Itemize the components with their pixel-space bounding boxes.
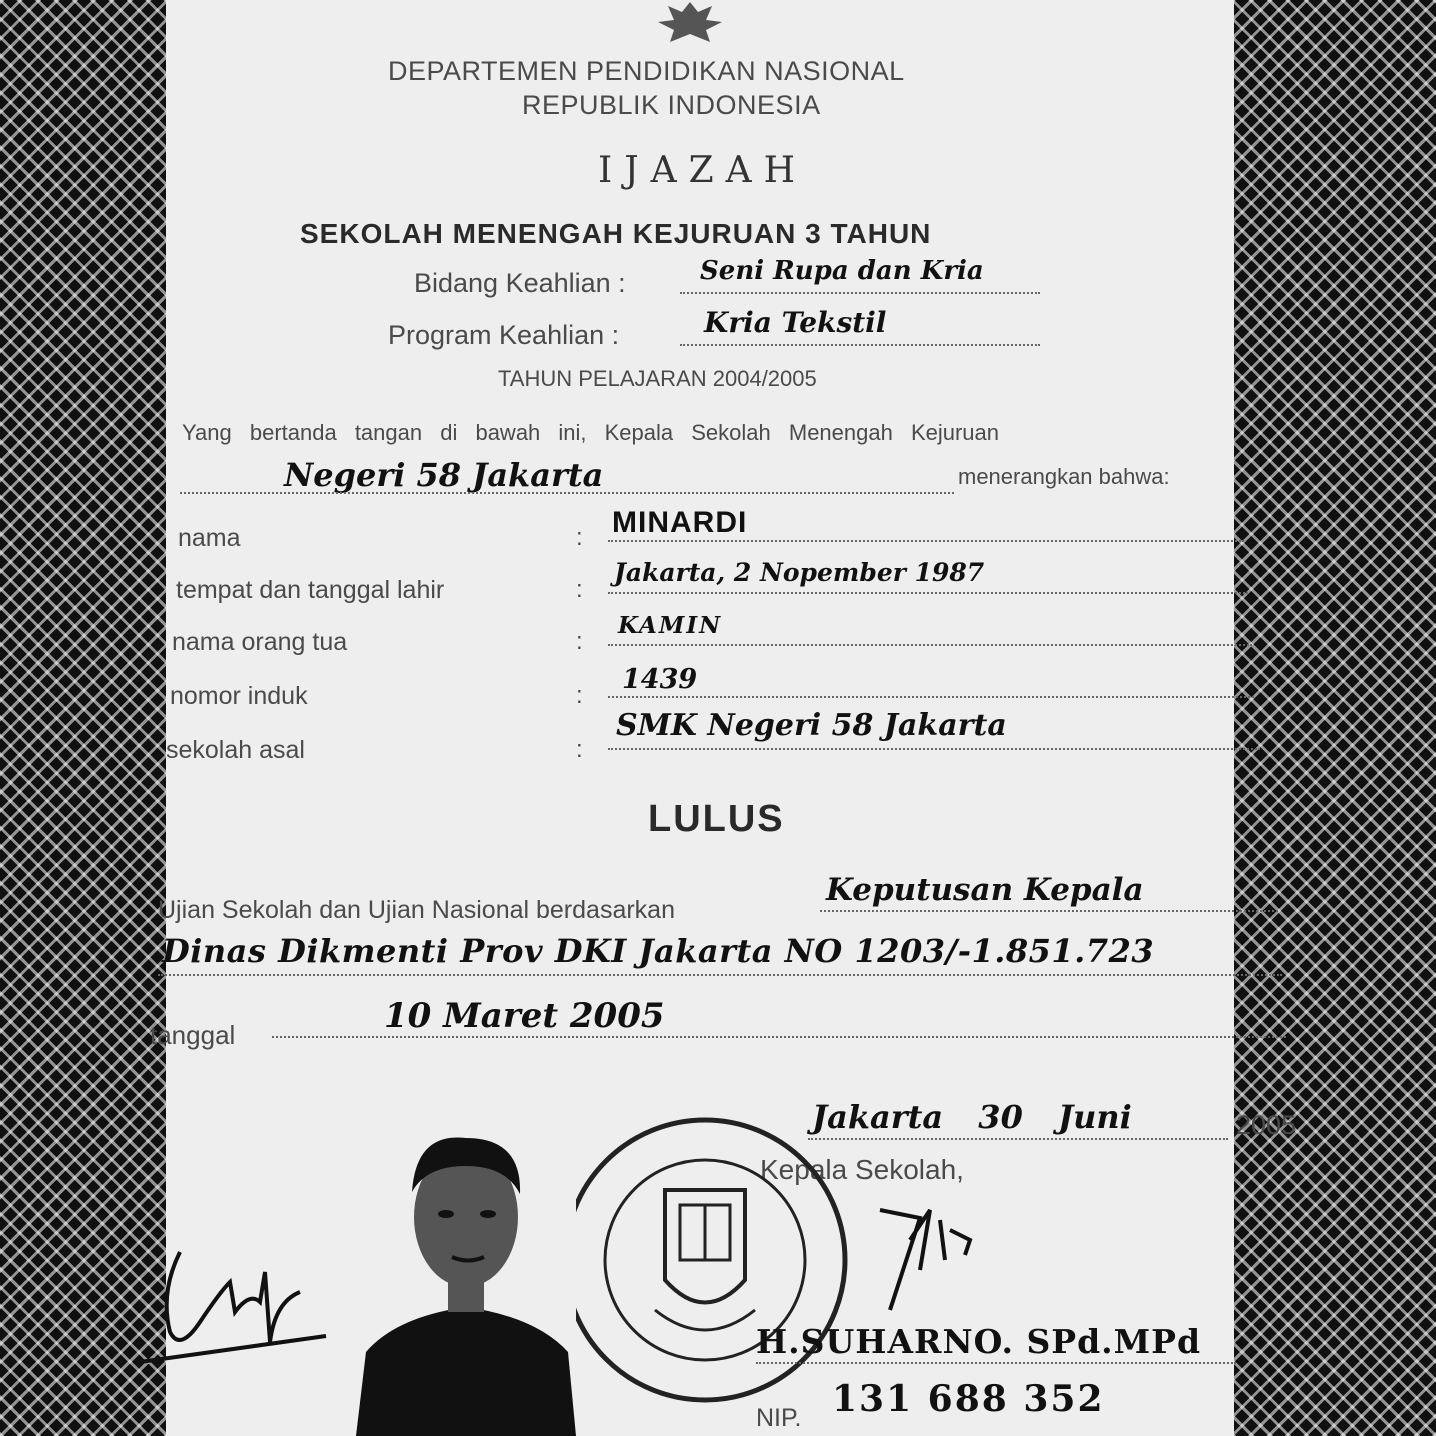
result-heading: LULUS xyxy=(648,798,785,840)
intro-line: Yang bertanda tangan di bawah ini, Kepala Sekolah Menengah Kejuruan xyxy=(182,420,1000,445)
field-colon: : xyxy=(576,736,583,763)
field-label-parent: nama orang tua xyxy=(172,628,348,656)
program-dotline xyxy=(680,344,1040,346)
bidang-dotline xyxy=(680,292,1040,294)
field-label-name: nama xyxy=(178,524,241,552)
field-label-birth: tempat dan tanggal lahir xyxy=(176,576,445,604)
headmaster-name: H.SUHARNO. SPd.MPd xyxy=(756,1322,1202,1361)
field-value-number: 1439 xyxy=(622,664,698,695)
intro-tail: menerangkan bahwa: xyxy=(958,464,1170,489)
document-title: IJAZAH xyxy=(598,150,808,191)
field-colon: : xyxy=(576,524,583,551)
origin-dotline xyxy=(608,748,1260,750)
headmaster-signature-icon xyxy=(860,1200,1000,1320)
decorative-border-left xyxy=(0,0,168,1436)
department-heading: DEPARTEMEN PENDIDIKAN NASIONAL xyxy=(388,56,905,86)
garuda-emblem-icon xyxy=(650,0,730,44)
intro-dotline xyxy=(180,492,954,494)
decorative-border-right xyxy=(1232,0,1436,1436)
basis-value-2: Dinas Dikmenti Prov DKI Jakarta NO 1203/-1.851.723 xyxy=(162,932,1155,970)
holder-signature-icon xyxy=(140,1232,330,1372)
republic-heading: REPUBLIK INDONESIA xyxy=(522,90,821,120)
field-value-parent: KAMIN xyxy=(618,612,723,639)
field-label-origin: sekolah asal xyxy=(166,736,305,764)
nip-label: NIP. xyxy=(756,1404,802,1432)
bidang-value: Seni Rupa dan Kria xyxy=(700,256,984,286)
intro-school: Negeri 58 Jakarta xyxy=(284,456,604,494)
basis-value-1: Keputusan Kepala xyxy=(826,872,1144,908)
official-stamp-icon xyxy=(555,1110,855,1410)
date-dotline xyxy=(272,1036,1286,1038)
field-label-number: nomor induk xyxy=(170,682,308,710)
headmaster-name-dotline xyxy=(756,1362,1236,1364)
date-value: 10 Maret 2005 xyxy=(384,996,665,1036)
name-dotline xyxy=(608,540,1244,542)
program-label: Program Keahlian : xyxy=(388,320,620,350)
basis-dotline-2 xyxy=(158,974,1282,976)
field-colon: : xyxy=(576,628,583,655)
field-value-origin: SMK Negeri 58 Jakarta xyxy=(616,708,1007,743)
field-value-name: MINARDI xyxy=(612,506,748,539)
birth-dotline xyxy=(608,592,1248,594)
nip-value: 131 688 352 xyxy=(832,1378,1105,1420)
bidang-label: Bidang Keahlian : xyxy=(414,268,626,298)
parent-dotline xyxy=(608,644,1252,646)
field-colon: : xyxy=(576,576,583,603)
signing-dotline xyxy=(808,1138,1228,1140)
signing-role: Kepala Sekolah, xyxy=(760,1154,964,1185)
field-value-birth: Jakarta, 2 Nopember 1987 xyxy=(614,558,985,587)
signing-place-date: Jakarta 30 Juni xyxy=(812,1098,1132,1136)
field-colon: : xyxy=(576,682,583,709)
program-value: Kria Tekstil xyxy=(704,306,887,339)
signing-year: 2005 xyxy=(1236,1110,1297,1140)
basis-dotline-1 xyxy=(820,910,1278,912)
academic-year: TAHUN PELAJARAN 2004/2005 xyxy=(498,366,817,391)
holder-photo xyxy=(356,1132,576,1436)
basis-label: Ujian Sekolah dan Ujian Nasional berdasarkan xyxy=(158,896,675,924)
number-dotline xyxy=(608,696,1254,698)
school-type: SEKOLAH MENENGAH KEJURUAN 3 TAHUN xyxy=(300,218,932,249)
date-label: tanggal xyxy=(150,1020,236,1050)
